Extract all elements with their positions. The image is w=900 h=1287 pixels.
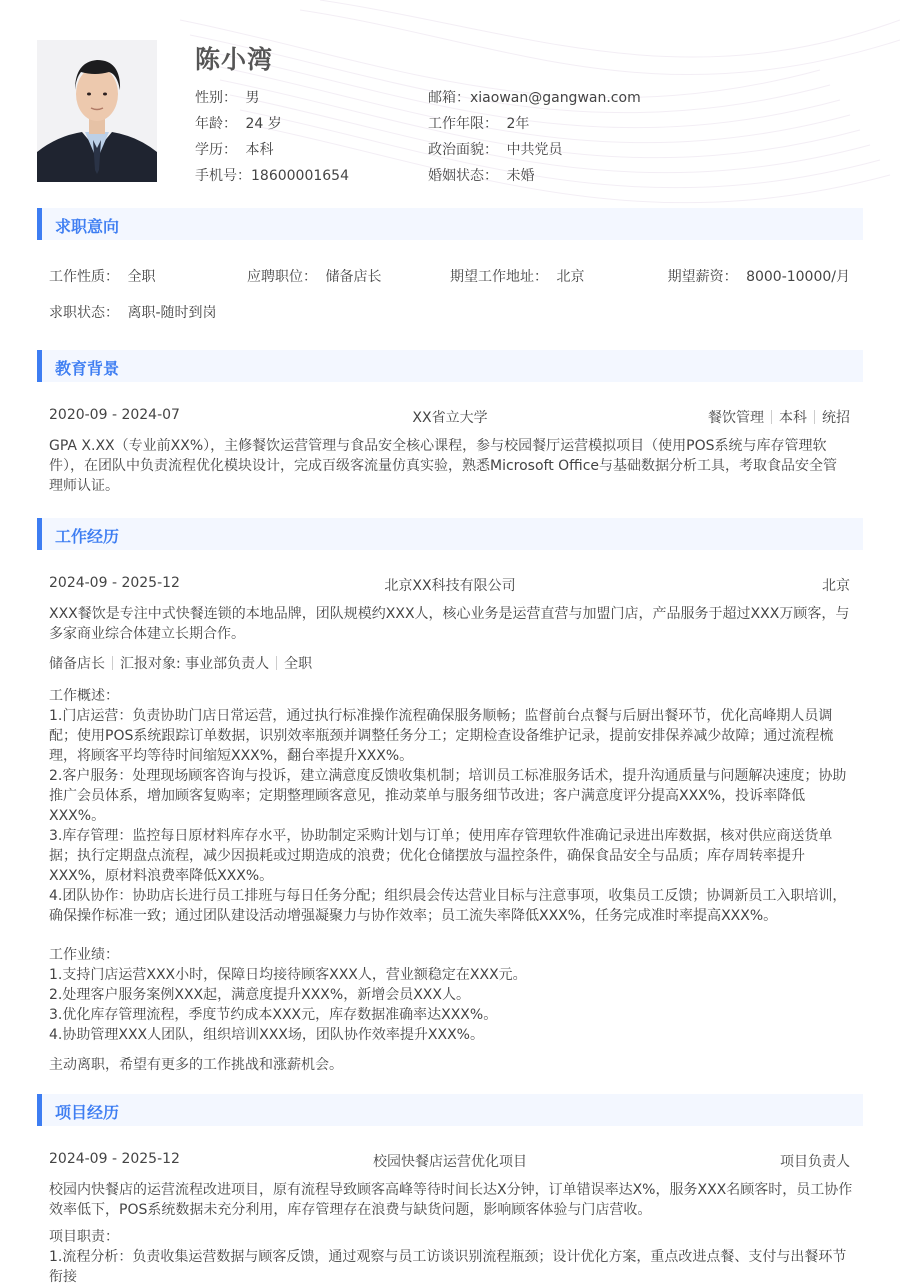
work-city: 北京 <box>822 578 850 594</box>
education-line: 理师认证。 <box>49 478 119 494</box>
intent-position-value: 储备店长 <box>325 269 382 285</box>
work-overview-line: 确保操作标准一致；通过团队建设活动增强凝聚力与协作效率；员工流失率降低XXX%，任务完成准时率提高XXX%。 <box>49 908 778 924</box>
intent-position-label: 应聘职位： <box>247 269 317 285</box>
gender-value: 男 <box>245 90 260 106</box>
section-title: 教育背景 <box>55 359 120 378</box>
education-school: XX省立大学 <box>412 410 488 426</box>
politics-row <box>428 139 562 159</box>
marital-value: 未婚 <box>506 168 535 184</box>
work-overview <box>49 686 854 926</box>
email-label: 邮箱： <box>428 90 470 106</box>
education-row <box>195 139 273 159</box>
education-mode: 统招 <box>822 410 850 426</box>
education-value: 本科 <box>245 142 274 158</box>
section-accent-bar <box>37 208 42 240</box>
work-intro-line: XXX餐饮是专注中式快餐连锁的本地品牌，团队规模约XXX人，核心业务是运营直营与加盟门店，产品服务于超过XXX万顾客，与 <box>49 606 850 622</box>
project-duty-line: 衔接 <box>49 1269 77 1285</box>
project-duties <box>49 1227 854 1287</box>
work-type: 全职 <box>284 656 313 672</box>
work-overview-line: 3.库存管理：监控每日原材料库存水平，协助制定采购计划与订单；使用库存管理软件准确记录进出库数据，核对供应商送货单 <box>49 828 833 844</box>
candidate-name: 陈小湾 <box>195 45 274 74</box>
intent-position <box>247 266 381 286</box>
profile-header <box>0 0 900 200</box>
work-result-line: 4.协助管理XXX人团队，组织培训XXX场，团队协作效率提升XXX%。 <box>49 1027 484 1043</box>
section-header-work <box>37 518 863 550</box>
project-duty-line: 1.流程分析：负责收集运营数据与顾客反馈，通过观察与员工访谈识别流程瓶颈；设计优化方案，重点改进点餐、支付与出餐环节 <box>49 1249 847 1265</box>
gender-label: 性别： <box>195 90 237 106</box>
work-company-intro <box>49 604 854 644</box>
divider <box>276 656 277 670</box>
work-overview-line: 2.客户服务：处理现场顾客咨询与投诉，建立满意度反馈收集机制；培训员工标准服务话术，提升沟通质量与问题解决速度；协助 <box>49 768 847 784</box>
intent-salary-label: 期望薪资： <box>667 269 738 285</box>
email-row <box>428 87 641 107</box>
work-leave-reason: 主动离职，希望有更多的工作挑战和涨薪机会。 <box>49 1057 343 1073</box>
intent-type-label: 工作性质： <box>49 269 119 285</box>
project-role: 项目负责人 <box>780 1154 850 1170</box>
work-overview-line: 推广会员体系，增加顾客复购率；定期整理顾客意见，推动菜单与服务细节改进；客户满意度评分提高XXX%，投诉率降低 <box>49 788 806 804</box>
politics-label: 政治面貌： <box>428 142 498 158</box>
avatar-photo <box>37 40 157 182</box>
section-header-project <box>37 1094 863 1126</box>
section-title: 求职意向 <box>55 217 120 236</box>
work-result-line: 1.支持门店运营XXX小时，保障日均接待顾客XXX人，营业额稳定在XXX元。 <box>49 967 527 983</box>
work-overview-line: 1.门店运营：负责协助门店日常运营，通过执行标准操作流程确保服务顺畅；监督前台点餐与后厨出餐环节，优化高峰期人员调 <box>49 708 833 724</box>
intent-location-value: 北京 <box>556 269 585 285</box>
divider <box>112 656 113 670</box>
project-duty-line: 项目职责： <box>49 1229 119 1245</box>
education-major: 餐饮管理 <box>708 410 764 426</box>
divider <box>814 410 815 424</box>
work-role: 储备店长 <box>49 656 105 672</box>
education-line: GPA X.XX（专业前XX%），主修餐饮运营管理与食品安全核心课程，参与校园餐厅运营模拟项目（使用POS系统与库存管理软 <box>49 438 827 454</box>
work-results <box>49 945 854 1045</box>
section-accent-bar <box>37 350 42 382</box>
section-title: 项目经历 <box>55 1103 120 1122</box>
intent-type-value: 全职 <box>127 269 156 285</box>
work-overview-line: 配；使用POS系统跟踪订单数据，识别效率瓶颈并调整任务分工；定期检查设备维护记录，提前安排保养减少故障；通过流程梳 <box>49 728 834 744</box>
intent-status-value: 离职-随时到岗 <box>127 305 217 321</box>
project-date: 2024-09 - 2025-12 <box>49 1151 180 1167</box>
intent-status <box>49 302 217 322</box>
section-header-education <box>37 350 863 382</box>
email-value[interactable]: xiaowan@gangwan.com <box>470 90 641 106</box>
section-header-intent <box>37 208 863 240</box>
work-report: 汇报对象: 事业部负责人 <box>120 656 270 672</box>
intent-salary-value: 8000-10000/月 <box>746 269 850 285</box>
work-intro-line: 多家商业综合体建立长期合作。 <box>49 626 245 642</box>
project-intro <box>49 1180 854 1220</box>
marital-row <box>428 165 534 185</box>
education-degree: 本科 <box>779 410 807 426</box>
work-overview-line: XXX%。 <box>49 808 106 824</box>
work-company: 北京XX科技有限公司 <box>384 578 516 594</box>
section-accent-bar <box>37 518 42 550</box>
project-intro-line: 校园内快餐店的运营流程改进项目，原有流程导致顾客高峰等待时间长达X分钟，订单错误率达X%，服务XXX名顾客时，员工协作 <box>49 1182 853 1198</box>
work-date: 2024-09 - 2025-12 <box>49 575 180 591</box>
work-overview-line: 理，将顾客平均等待时间缩短XXX%，翻台率提升XXX%。 <box>49 748 414 764</box>
work-overview-line: XXX%，原材料浪费率降低XXX%。 <box>49 868 274 884</box>
education-date: 2020-09 - 2024-07 <box>49 407 180 423</box>
intent-salary <box>668 266 850 286</box>
age-row <box>195 113 282 133</box>
project-name: 校园快餐店运营优化项目 <box>373 1154 527 1170</box>
years-row <box>428 113 529 133</box>
education-line: 件），在团队中负责流程优化模块设计，完成百级客流量仿真实验，熟悉Microsoft Office与基础数据分析工具，考取食品安全管 <box>49 458 838 474</box>
work-result-line: 2.处理客户服务案例XXX起，满意度提升XXX%，新增会员XXX人。 <box>49 987 470 1003</box>
phone-value: 18600001654 <box>251 168 349 184</box>
intent-location-label: 期望工作地址： <box>450 269 548 285</box>
intent-status-label: 求职状态： <box>49 305 119 321</box>
section-title: 工作经历 <box>55 527 120 546</box>
work-result-line: 3.优化库存管理流程，季度节约成本XXX元，库存数据准确率达XXX%。 <box>49 1007 498 1023</box>
gender-row <box>195 87 259 107</box>
work-overview-line: 据；执行定期盘点流程，减少因损耗或过期造成的浪费；优化仓储摆放与温控条件，确保食品安全与品质；库存周转率提升 <box>49 848 805 864</box>
politics-value: 中共党员 <box>506 142 563 158</box>
age-value: 24 岁 <box>245 116 282 132</box>
work-overview-line: 4.团队协作：协助店长进行员工排班与每日任务分配；组织晨会传达营业目标与注意事项，收集员工反馈；协调新员工入职培训， <box>49 888 847 904</box>
work-overview-line: 工作概述： <box>49 688 119 704</box>
years-value: 2年 <box>506 116 530 132</box>
marital-label: 婚姻状态： <box>428 168 498 184</box>
education-label: 学历： <box>195 142 237 158</box>
section-accent-bar <box>37 1094 42 1126</box>
phone-label: 手机号： <box>195 168 251 184</box>
intent-location <box>450 266 584 286</box>
divider <box>771 410 772 424</box>
work-result-line: 工作业绩： <box>49 947 119 963</box>
education-meta <box>708 407 850 427</box>
intent-type <box>49 266 155 286</box>
phone-row <box>195 165 349 185</box>
project-intro-line: 效率低下，POS系统数据未充分利用，库存管理存在浪费与缺货问题，影响顾客体验与门店营收。 <box>49 1202 652 1218</box>
years-label: 工作年限： <box>428 116 498 132</box>
avatar <box>37 40 157 182</box>
age-label: 年龄： <box>195 116 237 132</box>
work-role-meta <box>49 653 312 673</box>
education-description <box>49 436 854 496</box>
